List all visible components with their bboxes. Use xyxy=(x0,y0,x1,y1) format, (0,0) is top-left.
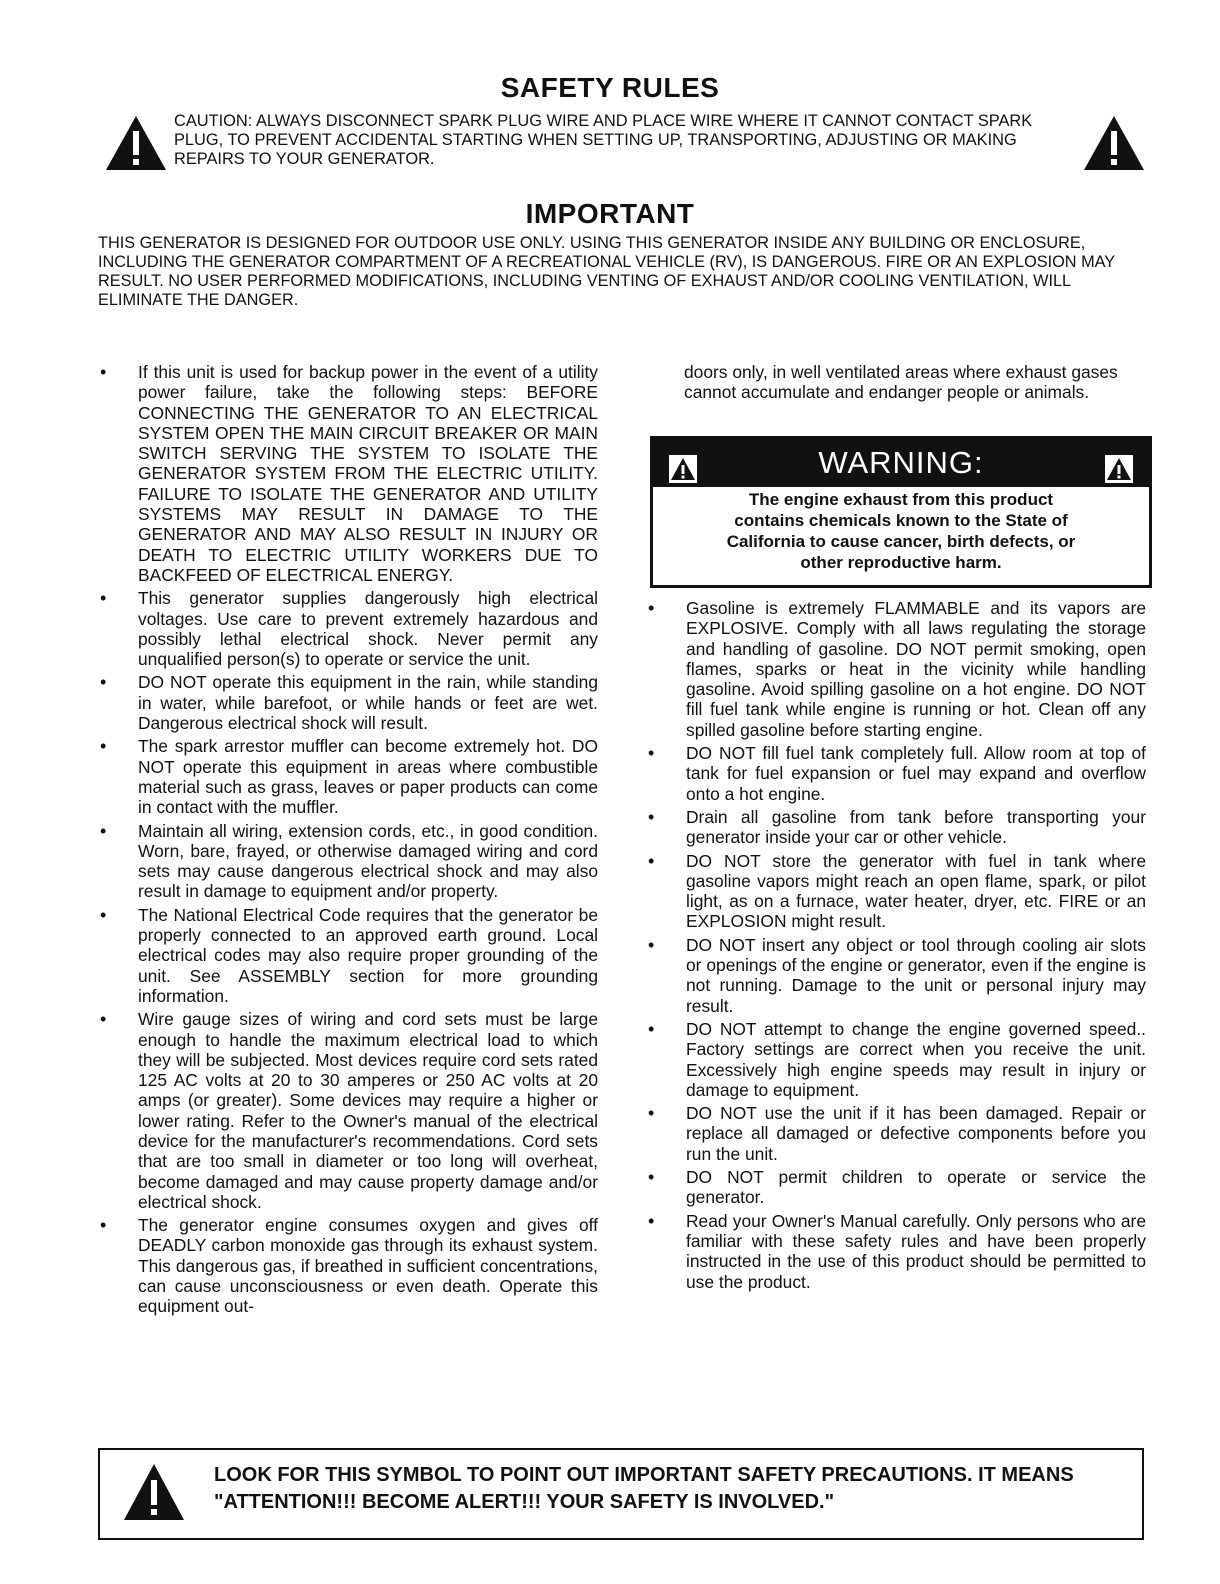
list-item: • The National Electrical Code requires that the generator be properly connected to an approved earth ground. Local electrical codes may also require proper grounding of the unit. See ASSEMBLY section for more grounding information. xyxy=(98,905,598,1006)
list-item xyxy=(98,362,598,585)
list-item: • The spark arrestor muffler can become extremely hot. DO NOT operate this equipment in areas where combustible material such as grass, leaves or paper products can come in contact with the muffler. xyxy=(98,736,598,817)
list-item: • The generator engine consumes oxygen and gives off DEADLY carbon monoxide gas through its exhaust system. This dangerous gas, if breathed in sufficient concentrations, can cause unconsciousness or even death. Operate this equipment out- xyxy=(98,1215,598,1316)
list-item: • Drain all gasoline from tank before transporting your generator inside your car or other vehicle. xyxy=(646,807,1146,848)
important-text: THIS GENERATOR IS DESIGNED FOR OUTDOOR USE ONLY. USING THIS GENERATOR INSIDE ANY BUILDING OR ENCLOSURE, INCLUDING THE GENERATOR COMPARTMENT OF A RECREATIONAL VEHICLE (RV), IS DANGEROUS. FIRE OR AN EXPLOSION MAY RESULT. NO USER PERFORMED MODIFICATIONS, INCLUDING VENTING OF EXHAUST AND/OR COOLING VENTILATION, WILL ELIMINATE THE DANGER. xyxy=(98,234,1115,309)
list-item: • This generator supplies dangerously high electrical voltages. Use care to prevent extremely hazardous and possibly lethal electrical shock. Never permit any unqualified person(s) to operate or service the unit. xyxy=(98,588,598,669)
warning-text xyxy=(653,489,1149,573)
important-heading: IMPORTANT xyxy=(525,198,695,229)
list-item: • Gasoline is extremely FLAMMABLE and its vapors are EXPLOSIVE. Comply with all laws regulating the storage and handling of gasoline. DO NOT permit smoking, open flames, sparks or heat in the vicinity while handling gasoline. Avoid spilling gasoline on a hot engine. DO NOT fill fuel tank while engine is running or hot. Clean off any spilled gasoline before starting engine. xyxy=(646,598,1146,740)
warning-header xyxy=(653,439,1149,487)
list-item: • Read your Owner's Manual carefully. Only persons who are familiar with these safety rules and have been properly instructed in the use of this product should be permitted to use the product. xyxy=(646,1211,1146,1292)
list-item: • DO NOT operate this equipment in the rain, while standing in water, while barefoot, or while hands or feet are wet. Dangerous electrical shock will result. xyxy=(98,672,598,733)
safety-rules-list-left xyxy=(98,362,598,1317)
list-item: • DO NOT insert any object or tool through cooling air slots or openings of the engine or generator, even if the engine is not running. Damage to the unit or personal injury may result. xyxy=(646,935,1146,1016)
list-item: • DO NOT fill fuel tank completely full. Allow room at top of tank for fuel expansion or fuel may expand and overflow onto a hot engine. xyxy=(646,743,1146,804)
caution-text: CAUTION: ALWAYS DISCONNECT SPARK PLUG WIRE AND PLACE WIRE WHERE IT CANNOT CONTACT SPARK PLUG, TO PREVENT ACCIDENTAL STARTING WHEN SETTING UP, TRANSPORTING, ADJUSTING OR MAKING REPAIRS TO YOUR GENERATOR. xyxy=(174,112,1033,168)
continued-text: doors only, in well ventilated areas where exhaust gases cannot accumulate and endanger people or animals. xyxy=(684,362,1118,403)
safety-symbol-notice xyxy=(98,1448,1144,1540)
warning-triangle-icon xyxy=(122,1462,186,1522)
list-item-emphasis: BEFORE CONNECTING THE GENERATOR TO AN ELECTRICAL SYSTEM OPEN THE MAIN CIRCUIT BREAKER OR MAIN SWITCH SERVING THE SYSTEM TO ISOLATE THE GENERATOR SYSTEM FROM THE ELECTRIC UTILITY. FAILURE TO ISOLATE THE GENERATOR AND UTILITY SYSTEMS MAY RESULT IN DAMAGE TO THE GENERATOR AND MAY ALSO RESULT IN INJURY OR DEATH TO ELECTRIC UTILITY WORKERS DUE TO BACKFEED OF ELECTRICAL ENERGY. xyxy=(138,382,598,585)
right-column xyxy=(646,598,1146,1295)
left-column xyxy=(98,362,598,1320)
notice-text: LOOK FOR THIS SYMBOL TO POINT OUT IMPORTANT SAFETY PRECAUTIONS. IT MEANS "ATTENTION!!! BECOME ALERT!!! YOUR SAFETY IS INVOLVED." xyxy=(214,1464,1074,1513)
warning-box xyxy=(650,436,1152,588)
list-item: • DO NOT permit children to operate or service the generator. xyxy=(646,1167,1146,1208)
warning-label: WARNING: xyxy=(818,445,984,480)
warning-text-content: The engine exhaust from this product contains chemicals known to the State of California to cause cancer, birth defects, or other reproductive harm. xyxy=(726,490,1076,572)
warning-triangle-icon xyxy=(669,449,697,477)
warning-triangle-icon xyxy=(104,114,168,172)
list-item: • DO NOT store the generator with fuel in tank where gasoline vapors might reach an open flame, spark, or pilot light, as on a furnace, water heater, dryer, etc. FIRE or an EXPLOSION might result. xyxy=(646,851,1146,932)
page-title: SAFETY RULES xyxy=(500,72,720,103)
warning-triangle-icon xyxy=(1082,114,1146,172)
warning-triangle-icon xyxy=(1105,449,1133,477)
list-item: • Wire gauge sizes of wiring and cord sets must be large enough to handle the maximum electrical load to which they will be subjected. Most devices require cord sets rated 125 AC volts at 20 to 30 amperes or 250 AC volts at 20 amps (or greater). Some devices may require a higher or lower rating. Refer to the Owner's manual of the electrical device for the manufacturer's recommendations. Cord sets that are too small in diameter or too long will overheat, become damaged and may cause property damage and/or electrical shock. xyxy=(98,1009,598,1212)
safety-rules-list-right xyxy=(646,598,1146,1292)
list-item-text: If this unit is used for backup power in the event of a utility power failure, take the following steps: xyxy=(138,362,598,403)
list-item: • DO NOT use the unit if it has been damaged. Repair or replace all damaged or defective components before you run the unit. xyxy=(646,1103,1146,1164)
list-item: • DO NOT attempt to change the engine governed speed.. Factory settings are correct when you receive the unit. Excessively high engine speeds may result in injury or damage to equipment. xyxy=(646,1019,1146,1100)
list-item: • Maintain all wiring, extension cords, etc., in good condition. Worn, bare, frayed, or otherwise damaged wiring and cord sets may cause dangerous electrical shock and may also result in damage to equipment and/or property. xyxy=(98,821,598,902)
